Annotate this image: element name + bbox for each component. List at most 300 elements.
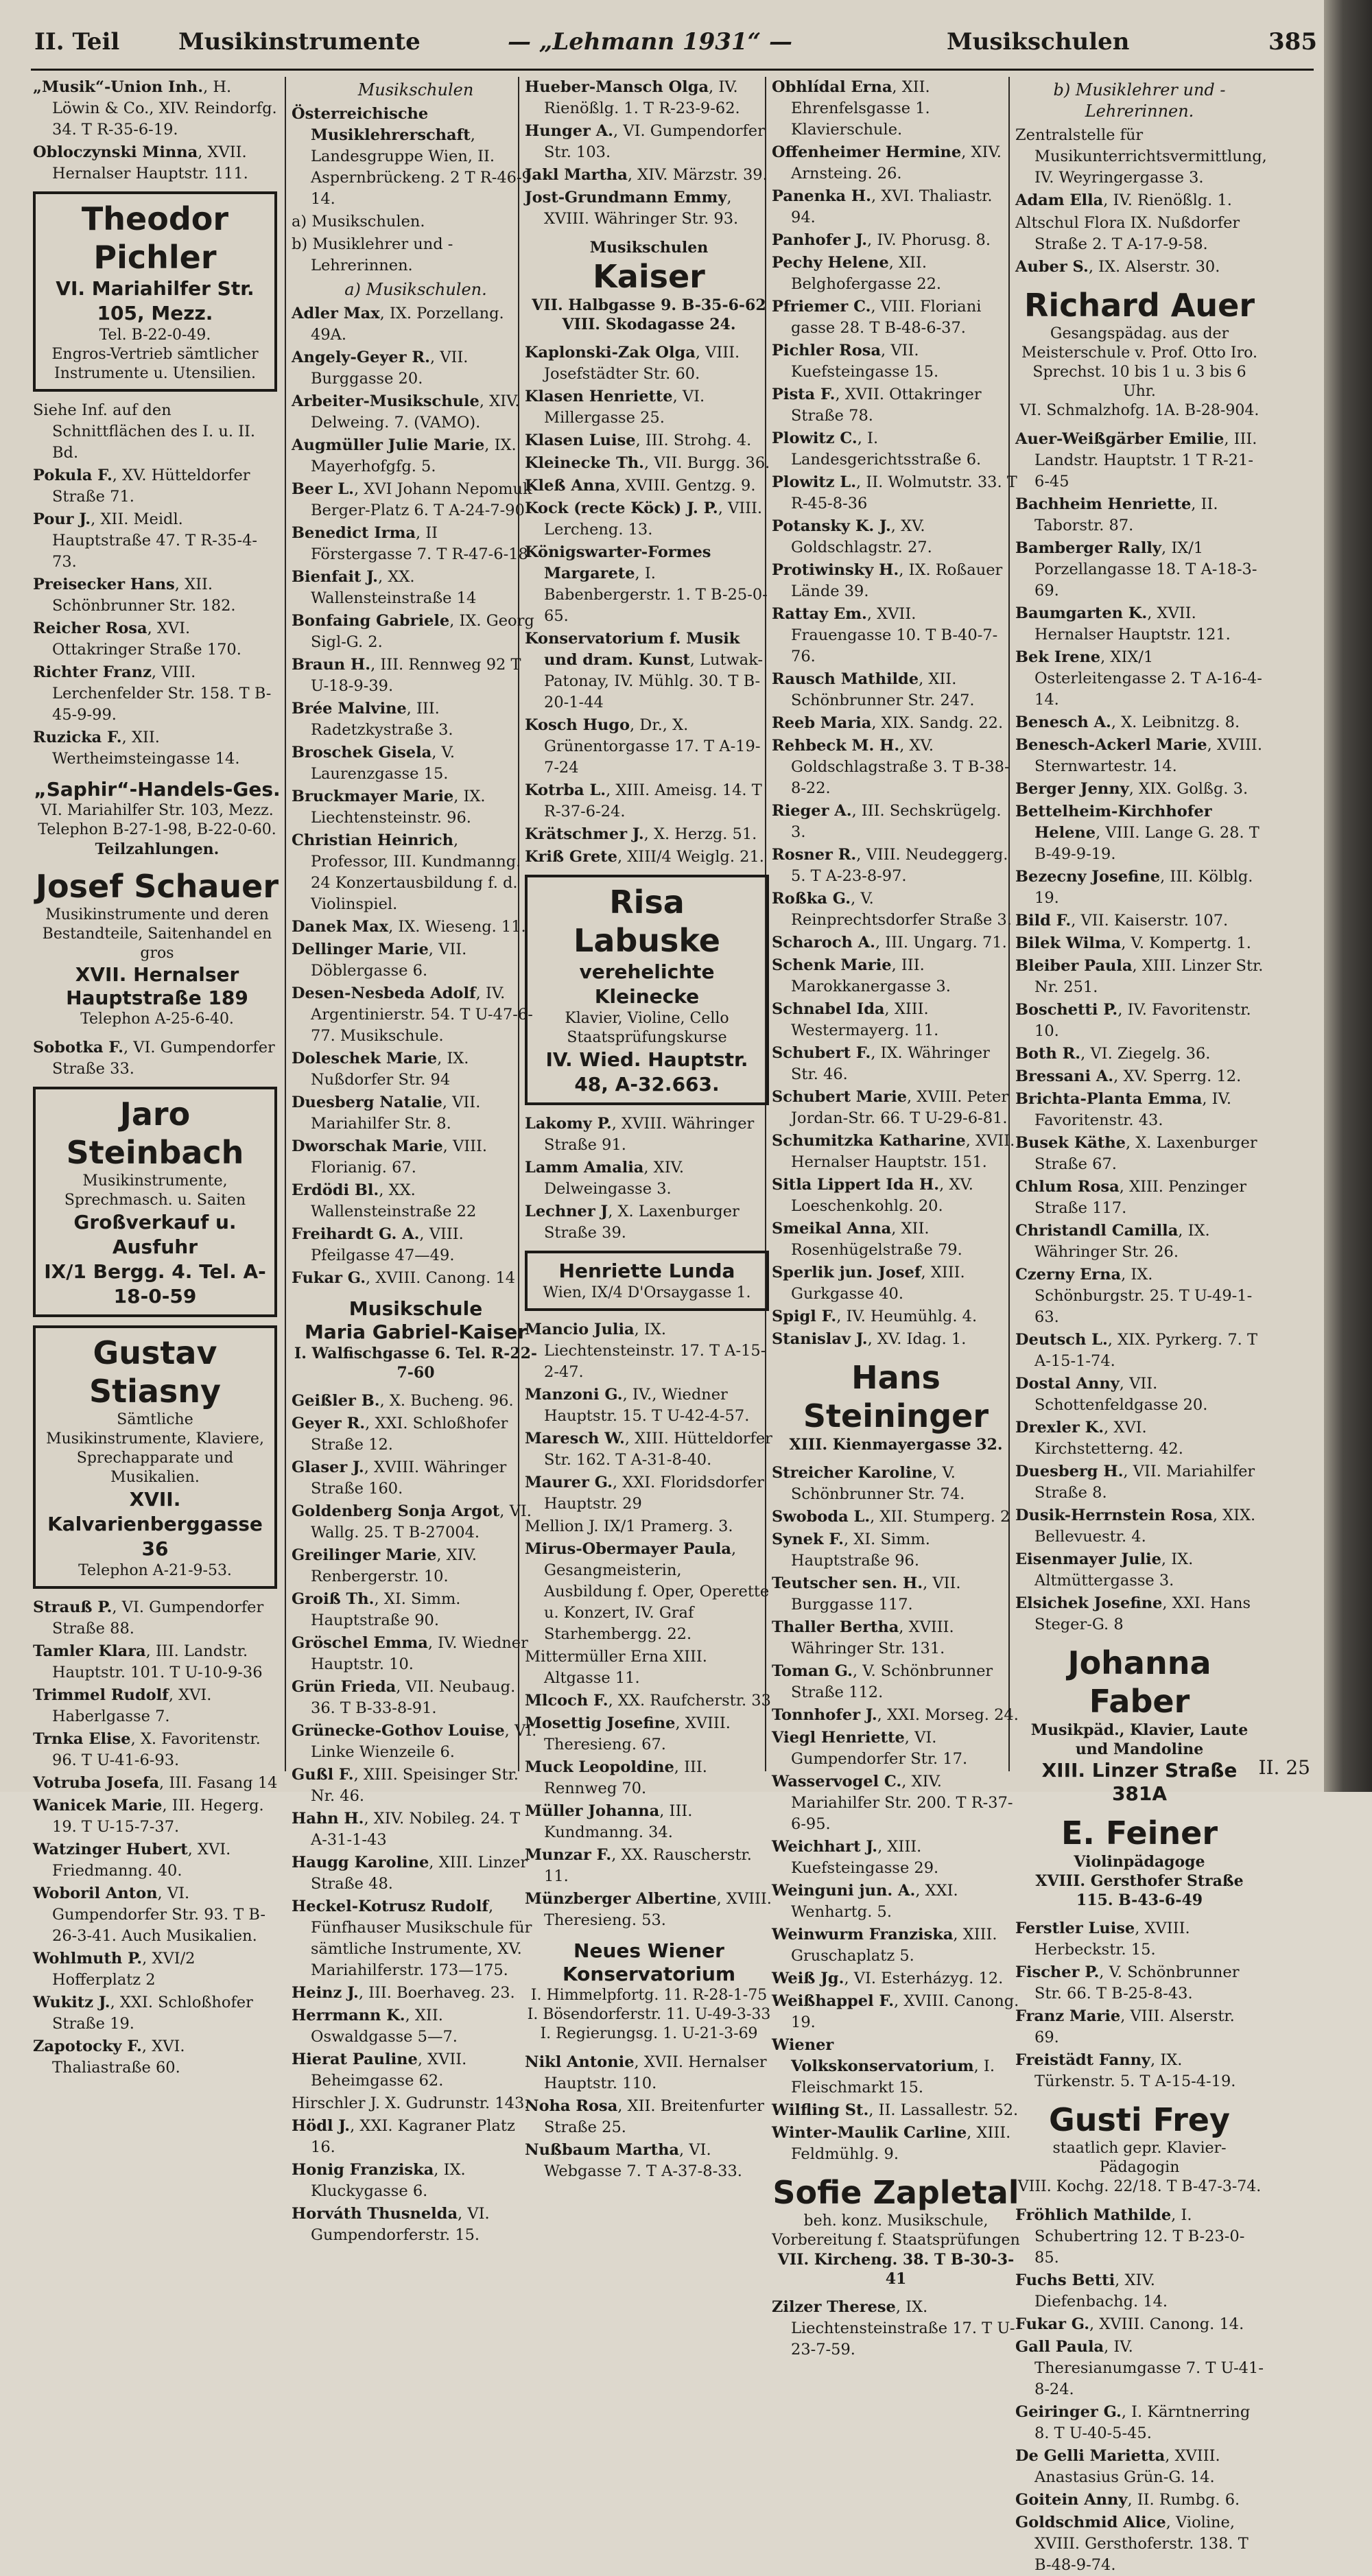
directory-entry: Panhofer J., IV. Phorusg. 8.: [772, 231, 991, 249]
directory-entry: Tamler Klara, III. Landstr. Hauptstr. 101. T U-10-9-36: [33, 1642, 263, 1681]
directory-entry: Drexler K., XVI. Kirchstetterng. 42.: [1015, 1419, 1183, 1458]
ad-name: „Saphir“-Handels-Ges.: [34, 778, 281, 801]
column-1: [33, 77, 281, 2077]
ad-address: IX/1 Bergg. 4. Tel. A-18-0-59: [44, 1260, 266, 1308]
ad-risa-labuske: [525, 875, 769, 1105]
ad-address: I. Walfischgasse 6. Tel. R-22-7-60: [294, 1345, 538, 1382]
entry-group: [525, 1319, 773, 1931]
directory-entry: Sobotka F., VI. Gumpendorfer Straße 33.: [33, 1039, 275, 1078]
ad-address: VIII. Kochg. 22/18. T B-47-3-74.: [1017, 2178, 1262, 2195]
directory-entry: Stanislav J., XV. Idag. 1.: [772, 1330, 967, 1348]
directory-entry: b) Musiklehrer und -Lehrerinnen.: [292, 235, 453, 274]
directory-entry: Offenheimer Hermine, XIV. Arnsteing. 26.: [772, 143, 1002, 182]
directory-entry: Deutsch L., XIX. Pyrkerg. 7. T A-15-1-74.: [1015, 1331, 1257, 1370]
directory-entry: Konservatorium f. Musik und dram. Kunst, Lutwak-Patonay, IV. Mühlg. 30. T B-20-1-44: [525, 630, 764, 711]
directory-entry: Desen-Nesbeda Adolf, IV. Argentinierstr. 54. T U-47-6-77. Musikschule.: [292, 984, 533, 1045]
directory-entry: Both R., VI. Ziegelg. 36.: [1015, 1045, 1211, 1063]
directory-entry: Maurer G., XXI. Floridsdorfer Hauptstr. 29: [525, 1474, 764, 1513]
ad-address: VIII. Skodagasse 24.: [562, 316, 736, 333]
directory-entry: Noha Rosa, XII. Breitenfurter Straße 25.: [525, 2097, 765, 2136]
directory-entry: Auer-Weißgärber Emilie, III. Landstr. Hauptstr. 1 T R-21-6-45: [1015, 430, 1257, 491]
directory-entry: Trimmel Rudolf, XVI. Haberlgasse 7.: [33, 1686, 212, 1725]
page-number: 385: [1268, 28, 1317, 56]
directory-entry: Angely-Geyer R., VII. Burggasse 20.: [292, 348, 469, 388]
directory-entry: Boschetti P., IV. Favoritenstr. 10.: [1015, 1001, 1251, 1040]
directory-entry: Dusik-Herrnstein Rosa, XIX. Bellevuestr. 4.: [1015, 1506, 1256, 1546]
directory-entry: Lamm Amalia, XIV. Delweingasse 3.: [525, 1159, 685, 1198]
column-divider: [285, 77, 286, 1771]
directory-entry: Rehbeck M. H., XV. Goldschlagstraße 3. T B-38-8-22.: [772, 737, 1010, 797]
ad-maria-gabriel-kaiser: [292, 1297, 540, 1382]
directory-entry: Doleschek Marie, IX. Nußdorfer Str. 94: [292, 1050, 469, 1089]
directory-entry: Dworschak Marie, VIII. Florianig. 67.: [292, 1137, 488, 1177]
directory-entry: Preisecker Hans, XII. Schönbrunner Str. 182.: [33, 576, 236, 615]
ad-address: I. Himmelpfortg. 11. R-28-1-75: [530, 1987, 768, 2004]
directory-entry: Mancio Julia, IX. Liechtensteinstr. 17. T A-15-2-47.: [525, 1321, 766, 1381]
ad-address: XVIII. Gersthofer Straße 115. B-43-6-49: [1035, 1872, 1244, 1909]
directory-entry: Winter-Maulik Carline, XIII. Feldmühlg. 9.: [772, 2124, 1011, 2163]
directory-entry: Hueber-Mansch Olga, IV. Rienößlg. 1. T R-23-9-62.: [525, 78, 740, 117]
directory-entry: Franz Marie, VIII. Alserstr. 69.: [1015, 2007, 1235, 2046]
ad-johanna-faber: [1015, 1644, 1264, 1806]
directory-entry: Pokula F., XV. Hütteldorfer Straße 71.: [33, 466, 250, 506]
directory-entry: Sitla Lippert Ida H., XV. Loeschenkohlg. 20.: [772, 1176, 973, 1215]
ad-e-feiner: [1015, 1814, 1264, 1910]
directory-entry: Mellion J. IX/1 Pramerg. 3.: [525, 1517, 733, 1535]
directory-entry: Duesberg Natalie, VII. Mariahilfer Str. 8.: [292, 1094, 481, 1133]
directory-entry: Bleiber Paula, XIII. Linzer Str. Nr. 251.: [1015, 957, 1264, 996]
entry-group: [525, 342, 773, 868]
ad-richard-auer: [1015, 286, 1264, 421]
header-part: II. Teil: [34, 28, 120, 56]
entry-group: [525, 77, 773, 230]
ad-text: Teilzahlungen.: [95, 840, 220, 858]
entry-group: [33, 1037, 281, 1080]
ad-henriette-lunda: [525, 1251, 769, 1311]
ad-phone: Telephon A-21-9-53.: [78, 1562, 232, 1579]
ad-name: Theodor Pichler: [81, 200, 229, 276]
ad-text: Sämtliche Musikinstrumente, Klaviere, Sprechapparate und Musikalien.: [46, 1411, 264, 1486]
ad-address: I. Regierungsg. 1. U-21-3-69: [540, 2025, 758, 2042]
directory-entry: Panenka H., XVI. Thaliastr. 94.: [772, 187, 993, 226]
directory-entry: Dellinger Marie, VII. Döblergasse 6.: [292, 941, 467, 980]
ad-gustav-stiasny: [33, 1325, 277, 1589]
directory-entry: Zilzer Therese, IX. Liechtensteinstraße 17. T U-23-7-59.: [772, 2298, 1015, 2359]
directory-entry: Mittermüller Erna XIII. Altgasse 11.: [525, 1648, 707, 1687]
section-heading: Musikschulen: [357, 80, 474, 99]
column-5: [1015, 77, 1267, 2574]
directory-entry: Watzinger Hubert, XVI. Friedmanng. 40.: [33, 1841, 231, 1880]
directory-entry: Smeikal Anna, XII. Rosenhügelstraße 79.: [772, 1220, 962, 1259]
directory-entry: Mosettig Josefine, XVIII. Theresieng. 67.: [525, 1714, 731, 1753]
ad-name: Kaiser: [593, 258, 705, 295]
directory-entry: Adam Ella, IV. Rienößlg. 1.: [1015, 191, 1232, 209]
directory-entry: Goldschmid Alice, Violine, XVIII. Gersthoferstr. 138. T B-48-9-74.: [1015, 2514, 1249, 2574]
directory-entry: Schenk Marie, III. Marokkanergasse 3.: [772, 956, 951, 995]
directory-entry: Mirus-Obermayer Paula, Gesangmeisterin, Ausbildung f. Oper, Operette u. Konzert, IV. Graf Starhembergg. 22.: [525, 1540, 770, 1643]
directory-entry: Goldenberg Sonja Argot, VI. Wallg. 25. T B-27004.: [292, 1502, 532, 1541]
ad-name: Neues Wiener Konservatorium: [562, 1939, 736, 1985]
ad-name: Gustav Stiasny: [88, 1334, 222, 1410]
directory-entry: Protiwinsky H., IX. Roßauer Lände 39.: [772, 561, 1003, 600]
directory-entry: Schnabel Ida, XIII. Westermayerg. 11.: [772, 1000, 939, 1039]
ad-address: XVII. Hernalser Hauptstraße 189: [66, 963, 248, 1009]
directory-entry: Lechner J, X. Laxenburger Straße 39.: [525, 1203, 740, 1242]
directory-entry: Rieger A., III. Sechskrügelg. 3.: [772, 802, 1002, 841]
directory-entry: Schubert F., IX. Währinger Str. 46.: [772, 1044, 990, 1083]
ad-address: XIII. Linzer Straße 381A: [1041, 1759, 1238, 1805]
directory-entry: Mlcoch F., XX. Raufcherstr. 33: [525, 1692, 771, 1710]
directory-entry: Adler Max, IX. Porzellang. 49A.: [292, 305, 504, 344]
directory-entry: Christian Heinrich, Professor, III. Kundmanng. 24 Konzertausbildung f. d. Violinspiel.: [292, 831, 521, 913]
directory-entry: Streicher Karoline, V. Schönbrunner Str. 74.: [772, 1464, 965, 1503]
directory-entry: De Gelli Marietta, XVIII. Anastasius Grün-G. 14.: [1015, 2447, 1220, 2486]
column-4: [772, 77, 1020, 2359]
directory-entry: Plowitz C., I. Landesgerichtsstraße 6.: [772, 429, 982, 469]
directory-entry: Nußbaum Martha, VI. Webgasse 7. T A-37-8-33.: [525, 2141, 742, 2180]
directory-entry: Bamberger Rally, IX/1 Porzellangasse 18. T A-18-3-69.: [1015, 539, 1257, 600]
directory-entry: Kotrba L., XIII. Ameisg. 14. T R-37-6-24.: [525, 781, 762, 820]
directory-entry: Grünecke-Gothov Louise, VI. Linke Wienzeile 6.: [292, 1722, 537, 1761]
directory-entry: Tonnhofer J., XXI. Morseg. 24.: [772, 1706, 1019, 1724]
directory-entry: Groiß Th., XI. Simm. Hauptstraße 90.: [292, 1590, 461, 1629]
directory-entry: Obhlídal Erna, XII. Ehrenfelsgasse 1. Klavierschule.: [772, 78, 930, 139]
directory-entry: Geyer R., XXI. Schloßhofer Straße 12.: [292, 1415, 508, 1454]
ad-name: Gusti Frey: [1048, 2101, 1230, 2138]
directory-entry: Duesberg H., VII. Mariahilfer Straße 8.: [1015, 1463, 1255, 1502]
ad-text: staatlich gepr. Klavier-Pädagogin: [1052, 2140, 1227, 2176]
directory-entry: Kriß Grete, XIII/4 Weiglg. 21.: [525, 848, 764, 866]
directory-entry: Scharoch A., III. Ungarg. 71.: [772, 934, 1007, 952]
ad-saphir: [33, 778, 281, 859]
directory-entry: Weichhart J., XIII. Kuefsteingasse 29.: [772, 1838, 939, 1877]
directory-entry: Jost-Grundmann Emmy, XVIII. Währinger Str. 93.: [525, 189, 739, 228]
directory-entry: Jakl Martha, XIV. Märzstr. 39.: [525, 166, 768, 184]
directory-entry: Benesch A., X. Leibnitzg. 8.: [1015, 713, 1240, 731]
ad-hans-steininger: [772, 1358, 1020, 1454]
ad-subtitle: verehelichte Kleinecke: [579, 960, 715, 1008]
column-2: [292, 77, 540, 2244]
entry-group: [292, 303, 540, 1289]
ad-address: VII. Kircheng. 38. T B-30-3-41: [777, 2251, 1015, 2288]
ad-gusti-frey: [1015, 2101, 1264, 2197]
directory-entry: Bettelheim-Kirchhofer Helene, VIII. Lange G. 28. T B-49-9-19.: [1015, 803, 1259, 863]
ad-jaro-steinbach: [33, 1087, 277, 1317]
directory-entry: Fukar G., XVIII. Canong. 14.: [1015, 2315, 1244, 2333]
directory-entry: Trnka Elise, X. Favoritenstr. 96. T U-41-6-93.: [33, 1730, 261, 1769]
directory-entry: Fröhlich Mathilde, I. Schubertring 12. T B-23-0-85.: [1015, 2206, 1245, 2267]
directory-entry: Horváth Thusnelda, VI. Gumpendorferstr. 15.: [292, 2205, 490, 2244]
directory-entry: Österreichische Musiklehrerschaft, Landesgruppe Wien, II. Aspernbrückeng. 2 T R-46-9-14.: [292, 105, 537, 208]
ad-title: Musikschulen: [589, 239, 709, 257]
directory-entry: Herrmann K., XII. Oswaldgasse 5—7.: [292, 2007, 458, 2046]
ad-text: Klavier, Violine, Cello Staatsprüfungskurse: [565, 1010, 729, 1046]
ad-text: Engros-Vertrieb sämtlicher Instrumente u. Utensilien.: [51, 346, 259, 382]
directory-entry: Nikl Antonie, XVII. Hernalser Hauptstr. 110.: [525, 2053, 767, 2092]
entry-group: [525, 1113, 773, 1244]
directory-entry: Teutscher sen. H., VII. Burggasse 117.: [772, 1574, 961, 1614]
ad-text: Großverkauf u. Ausfuhr: [73, 1211, 237, 1258]
directory-entry: Weißhappel F., XVIII. Canong. 19.: [772, 1992, 1019, 2031]
directory-entry: Czerny Erna, IX. Schönburgstr. 25. T U-49-1-63.: [1015, 1266, 1253, 1326]
directory-entry: Erdödi Bl., XX. Wallensteinstraße 22: [292, 1181, 477, 1220]
directory-entry: Baumgarten K., XVII. Hernalser Hauptstr. 121.: [1015, 604, 1231, 643]
directory-entry: Pichler Rosa, VII. Kuefsteingasse 15.: [772, 342, 939, 381]
directory-entry: Hirschler J. X. Gudrunstr. 143.: [292, 2094, 530, 2112]
directory-entry: Wukitz J., XXI. Schloßhofer Straße 19.: [33, 1994, 253, 2033]
signature-mark: II. 25: [1258, 1756, 1310, 1779]
entry-group: [525, 2052, 773, 2182]
ad-text: Musikinstrumente, Sprechmasch. u. Saiten: [64, 1172, 246, 1209]
directory-entry: Plowitz L., II. Wolmutstr. 33. T R-45-8-36: [772, 473, 1017, 512]
directory-entry: Richter Franz, VIII. Lerchenfelder Str. 158. T B-45-9-99.: [33, 663, 272, 724]
entry-group: [1015, 429, 1264, 1635]
page-header: [27, 24, 1317, 65]
directory-entry: Berger Jenny, XIX. Golßg. 3.: [1015, 780, 1249, 798]
entry-group: [33, 77, 281, 185]
ad-title: Musikschule: [348, 1297, 483, 1320]
directory-entry: Dostal Anny, VII. Schottenfeldgasse 20.: [1015, 1375, 1208, 1414]
ad-text: Gesangspädag. aus der Meisterschule v. Prof. Otto Iro. Sprechst. 10 bis 1 u. 3 bis 6 Uhr.: [1021, 325, 1257, 400]
directory-entry: Grün Frieda, VII. Neubaug. 36. T B-33-8-91.: [292, 1678, 516, 1717]
directory-entry: Bild F., VII. Kaiserstr. 107.: [1015, 912, 1229, 930]
directory-entry: Wilfling St., II. Lassallestr. 52.: [772, 2101, 1019, 2119]
directory-entry: Swoboda L., XII. Stumperg. 2: [772, 1508, 1010, 1526]
directory-entry: Goitein Anny, II. Rumbg. 6.: [1015, 2491, 1240, 2509]
directory-entry: Potansky K. J., XV. Goldschlagstr. 27.: [772, 517, 932, 556]
entry-group: [772, 1463, 1020, 2165]
directory-entry: Munzar F., XX. Rauscherstr. 11.: [525, 1846, 752, 1885]
directory-entry: Fuchs Betti, XIV. Diefenbachg. 14.: [1015, 2271, 1168, 2311]
entry-group: [1015, 2205, 1264, 2576]
directory-entry: Heckel-Kotrusz Rudolf, Fünfhauser Musikschule für sämtliche Instrumente, XV. Mariahilferstr. 173—175.: [292, 1898, 532, 1979]
directory-entry: Fischer P., V. Schönbrunner Str. 66. T B-25-8-43.: [1015, 1963, 1240, 2002]
ad-name: E. Feiner: [1061, 1815, 1218, 1852]
directory-entry: Chlum Rosa, XIII. Penzinger Straße 117.: [1015, 1178, 1247, 1217]
ad-phone: Tel. B-22-0-49.: [99, 327, 211, 344]
directory-entry: Hierat Pauline, XVII. Beheimgasse 62.: [292, 2051, 467, 2090]
directory-entry: Ruzicka F., XII. Wertheimsteingasse 14.: [33, 729, 240, 768]
directory-entry: Braun H., III. Rennweg 92 T U-18-9-39.: [292, 656, 521, 695]
header-section-right: Musikschulen: [947, 28, 1130, 56]
ad-name: Josef Schauer: [35, 868, 279, 905]
directory-entry: Ferstler Luise, XVIII. Herbeckstr. 15.: [1015, 1919, 1190, 1959]
ad-name: Sofie Zapletal: [772, 2174, 1019, 2211]
directory-entry: Lakomy P., XVIII. Währinger Straße 91.: [525, 1115, 755, 1154]
directory-entry: Christandl Camilla, IX. Währinger Str. 26.: [1015, 1222, 1210, 1261]
directory-entry: Bienfait J., XX. Wallensteinstraße 14: [292, 568, 477, 607]
directory-entry: Woboril Anton, VI. Gumpendorfer Str. 93. T B-26-3-41. Auch Musikalien.: [33, 1884, 265, 1945]
directory-entry: Manzoni G., IV., Wiedner Hauptstr. 15. T U-42-4-57.: [525, 1386, 750, 1425]
directory-entry: Gröschel Emma, IV. Wiedner Hauptstr. 10.: [292, 1634, 528, 1673]
entry-group: [33, 400, 281, 770]
header-title: — „Lehmann 1931“ —: [508, 28, 792, 56]
directory-entry: Haugg Karoline, XIII. Linzer Straße 48.: [292, 1854, 528, 1893]
directory-entry: Sperlik jun. Josef, XIII. Gurkgasse 40.: [772, 1264, 965, 1303]
entry-group: [292, 1391, 540, 2246]
entry-group: [292, 104, 540, 276]
directory-entry: Königswarter-Formes Margarete, I. Babenbergerstr. 1. T B-25-0-65.: [525, 543, 768, 625]
directory-entry: Zapotocky F., XVI. Thaliastraße 60.: [33, 2037, 185, 2077]
directory-entry: Kock (recte Köck) J. P., VIII. Lercheng. 13.: [525, 499, 763, 539]
directory-entry: Wohlmuth P., XVI/2 Hofferplatz 2: [33, 1950, 196, 1989]
ad-name: Maria Gabriel-Kaiser: [305, 1321, 527, 1343]
directory-entry: Hunger A., VI. Gumpendorfer Str. 103.: [525, 122, 765, 161]
directory-entry: Honig Franziska, IX. Kluckygasse 6.: [292, 2161, 466, 2200]
entry-group: [1015, 125, 1267, 278]
directory-entry: Weinguni jun. A., XXI. Wenhartg. 5.: [772, 1882, 958, 1921]
directory-entry: Benedict Irma, II Förstergasse 7. T R-47-6-18: [292, 524, 528, 563]
directory-entry: Glaser J., XVIII. Währinger Straße 160.: [292, 1458, 507, 1498]
ad-josef-schauer: [33, 867, 281, 1029]
ad-sofie-zapletal: [772, 2173, 1020, 2289]
directory-entry: Müller Johanna, III. Kundmanng. 34.: [525, 1802, 693, 1841]
directory-entry: Synek F., XI. Simm. Hauptstraße 96.: [772, 1531, 930, 1570]
section-heading: b) Musiklehrer und -Lehrerinnen.: [1053, 80, 1226, 121]
ad-address: VI. Mariahilfer Str. 103, Mezz.: [40, 802, 274, 819]
ad-address: VI. Schmalzhofg. 1A. B-28-904.: [1019, 402, 1259, 419]
ad-text: Violinpädagoge: [1074, 1853, 1205, 1871]
directory-entry: Geißler B., X. Bucheng. 96.: [292, 1392, 514, 1410]
directory-entry: Votruba Josefa, III. Fasang 14: [33, 1774, 278, 1792]
directory-entry: Kaplonski-Zak Olga, VIII. Josefstädter Str. 60.: [525, 344, 740, 383]
directory-entry: Bilek Wilma, V. Kompertg. 1.: [1015, 934, 1251, 952]
ad-name: Hans Steininger: [803, 1359, 989, 1434]
directory-entry: Spigl F., IV. Heumühlg. 4.: [772, 1308, 978, 1325]
ad-address: VI. Mariahilfer Str. 105, Mezz.: [56, 277, 255, 324]
header-section-left: Musikinstrumente: [178, 28, 421, 56]
ad-theodor-pichler: [33, 191, 277, 392]
ad-address: Wien, IX/4 D'Orsaygasse 1.: [543, 1284, 751, 1301]
directory-entry: Gall Paula, IV. Theresianumgasse 7. T U-41-8-24.: [1015, 2338, 1264, 2398]
directory-entry: „Musik“-Union Inh., H. Löwin & Co., XIV. Reindorfg. 34. T R-35-6-19.: [33, 78, 277, 139]
entry-group: [33, 1597, 281, 2079]
ad-text: Musikinstrumente und deren Bestandteile, Saitenhandel en gros: [42, 906, 272, 962]
directory-entry: Auber S., IX. Alserstr. 30.: [1015, 258, 1220, 276]
directory-entry: Maresch W., XIII. Hütteldorfer Str. 162. T A-31-8-40.: [525, 1430, 772, 1469]
directory-entry: Zentralstelle für Musikunterrichtsvermittlung, IV. Weyringergasse 3.: [1015, 126, 1267, 187]
directory-entry: Weinwurm Franziska, XIII. Gruschaplatz 5.: [772, 1926, 997, 1965]
ad-text: Musikpäd., Klavier, Laute und Mandoline: [1030, 1721, 1249, 1758]
directory-entry: Wasservogel C., XIV. Mariahilfer Str. 200. T R-37-6-95.: [772, 1773, 1013, 1833]
directory-entry: Pfriemer C., VIII. Floriani gasse 28. T B-48-6-37.: [772, 298, 982, 337]
directory-entry: Strauß P., VI. Gumpendorfer Straße 88.: [33, 1598, 264, 1638]
directory-entry: Münzberger Albertine, XVIII. Theresieng. 53.: [525, 1890, 772, 1929]
directory-entry: a) Musikschulen.: [292, 213, 425, 231]
directory-entry: Bek Irene, XIX/1 Osterleitengasse 2. T A-16-4-14.: [1015, 648, 1262, 709]
ad-name: Richard Auer: [1024, 287, 1255, 324]
directory-entry: Geiringer G., I. Kärntnerring 8. T U-40-5-45.: [1015, 2403, 1251, 2442]
directory-entry: Kleinecke Th., VII. Burgg. 36.: [525, 454, 770, 472]
directory-entry: Rausch Mathilde, XII. Schönbrunner Str. 247.: [772, 670, 975, 709]
ad-address: XIII. Kienmayergasse 32.: [789, 1436, 1003, 1454]
directory-entry: Brichta-Planta Emma, IV. Favoritenstr. 43.: [1015, 1090, 1232, 1129]
directory-entry: Reeb Maria, XIX. Sandg. 22.: [772, 714, 1004, 732]
ad-address: XVII. Kalvarienberggasse 36: [47, 1488, 263, 1560]
directory-entry: Bonfaing Gabriele, IX. Georg Sigl-G. 2.: [292, 612, 534, 651]
ad-phone: Telephon B-27-1-98, B-22-0-60.: [38, 821, 276, 838]
ad-name: Risa Labuske: [573, 884, 720, 959]
ad-name: Jaro Steinbach: [66, 1096, 244, 1171]
ad-address: VII. Halbgasse 9. B-35-6-62: [532, 296, 766, 314]
directory-entry: Reicher Rosa, XVI. Ottakringer Straße 170.: [33, 619, 241, 659]
directory-entry: Benesch-Ackerl Marie, XVIII. Sternwartestr. 14.: [1015, 736, 1262, 775]
directory-entry: Broschek Gisela, V. Laurenzgasse 15.: [292, 744, 455, 783]
directory-entry: Obloczynski Minna, XVII. Hernalser Hauptstr. 111.: [33, 143, 248, 182]
directory-entry: Freistädt Fanny, IX. Türkenstr. 5. T A-15-4-19.: [1015, 2051, 1236, 2090]
directory-entry: Wanicek Marie, III. Hegerg. 19. T U-15-7-37.: [33, 1797, 264, 1836]
directory-entry: Elsichek Josefine, XXI. Hans Steger-G. 8: [1015, 1594, 1251, 1633]
directory-entry: Klasen Henriette, VI. Millergasse 25.: [525, 388, 705, 427]
directory-entry: Thaller Bertha, XVIII. Währinger Str. 131.: [772, 1618, 954, 1657]
directory-entry: Pechy Helene, XII. Belghofergasse 22.: [772, 254, 942, 293]
entry-group: [772, 77, 1020, 1350]
directory-entry: Busek Käthe, X. Laxenburger Straße 67.: [1015, 1134, 1257, 1173]
directory-entry: Rattay Em., XVII. Frauengasse 10. T B-40-7-76.: [772, 605, 998, 665]
directory-entry: Muck Leopoldine, III. Rennweg 70.: [525, 1758, 707, 1797]
ad-neues-wiener-konservatorium: [525, 1939, 773, 2044]
directory-entry: Beer L., XVI Johann Nepomuk Berger-Platz 6. T A-24-7-90: [292, 480, 532, 519]
ad-text: beh. konz. Musikschule, Vorbereitung f. Staatsprüfungen: [772, 2212, 1020, 2249]
directory-entry: Siehe Inf. auf den Schnittflächen des I. u. II. Bd.: [33, 401, 256, 462]
directory-entry: Brée Malvine, III. Radetzkystraße 3.: [292, 700, 453, 739]
directory-entry: Schubert Marie, XVIII. Peter Jordan-Str. 66. T U-29-6-81.: [772, 1088, 1009, 1127]
directory-entry: Rosner R., VIII. Neudeggerg. 5. T A-23-8-97.: [772, 846, 1008, 885]
directory-entry: Pista F., XVII. Ottakringer Straße 78.: [772, 386, 982, 425]
directory-entry: Krätschmer J., X. Herzg. 51.: [525, 825, 757, 843]
directory-entry: Bressani A., XV. Sperrg. 12.: [1015, 1067, 1242, 1085]
entry-group: [1015, 1918, 1264, 2092]
directory-entry: Augmüller Julie Marie, IX. Mayerhofgfg. 5.: [292, 436, 517, 475]
subsection-heading: a) Musikschulen.: [344, 280, 487, 299]
directory-entry: Viegl Henriette, VI. Gumpendorfer Str. 17.: [772, 1729, 968, 1768]
book-spine: [1324, 0, 1372, 1792]
ad-name: Johanna Faber: [1067, 1644, 1211, 1720]
directory-entry: Eisenmayer Julie, IX. Altmüttergasse 3.: [1015, 1550, 1194, 1590]
ad-name: Henriette Lunda: [558, 1260, 735, 1282]
directory-entry: Bachheim Henriette, II. Taborstr. 87.: [1015, 495, 1218, 534]
directory-entry: Klasen Luise, III. Strohg. 4.: [525, 432, 752, 449]
directory-entry: Weiß Jg., VI. Esterházyg. 12.: [772, 1970, 1004, 1987]
directory-entry: Arbeiter-Musikschule, XIV. Delweing. 7. (VAMO).: [292, 392, 520, 432]
directory-entry: Fukar G., XVIII. Canong. 14: [292, 1269, 516, 1287]
directory-entry: Hödl J., XXI. Kagraner Platz 16.: [292, 2117, 515, 2156]
header-rule: [31, 69, 1314, 71]
directory-entry: Pour J., XII. Meidl. Hauptstraße 47. T R-35-4-73.: [33, 510, 258, 571]
column-3: [525, 77, 773, 2180]
directory-entry: Gußl F., XIII. Speisinger Str. Nr. 46.: [292, 1766, 519, 1805]
directory-entry: Altschul Flora IX. Nußdorfer Straße 2. T A-17-9-58.: [1015, 214, 1240, 253]
directory-entry: Freihardt G. A., VIII. Pfeilgasse 47—49.: [292, 1225, 464, 1264]
directory-entry: Wiener Volkskonservatorium, I. Fleischmarkt 15.: [772, 2036, 995, 2096]
entry-group: [772, 2297, 1020, 2361]
directory-entry: Danek Max, IX. Wieseng. 11.: [292, 918, 526, 936]
directory-entry: Roßka G., V. Reinprechtsdorfer Straße 3.: [772, 890, 1012, 929]
directory-entry: Kosch Hugo, Dr., X. Grünentorgasse 17. T A-19-7-24: [525, 716, 761, 777]
directory-entry: Heinz J., III. Boerhaveg. 23.: [292, 1984, 515, 2002]
ad-phone: Telephon A-25-6-40.: [80, 1011, 234, 1028]
directory-entry: Toman G., V. Schönbrunner Straße 112.: [772, 1662, 993, 1701]
directory-entry: Schumitzka Katharine, XVII. Hernalser Hauptstr. 151.: [772, 1132, 1015, 1171]
directory-entry: Hahn H., XIV. Nobileg. 24. T A-31-1-43: [292, 1810, 521, 1849]
ad-address: I. Bösendorferstr. 11. U-49-3-33: [527, 2006, 771, 2023]
directory-entry: Bruckmayer Marie, IX. Liechtensteinstr. 96.: [292, 788, 486, 827]
ad-address: IV. Wied. Hauptstr. 48, A-32.663.: [545, 1048, 748, 1096]
ad-kaiser: [525, 238, 773, 334]
directory-entry: Greilinger Marie, XIV. Renbergerstr. 10.: [292, 1546, 477, 1585]
directory-entry: Bezecny Josefine, III. Kölblg. 19.: [1015, 868, 1253, 907]
directory-entry: Kleß Anna, XVIII. Gentzg. 9.: [525, 477, 756, 495]
